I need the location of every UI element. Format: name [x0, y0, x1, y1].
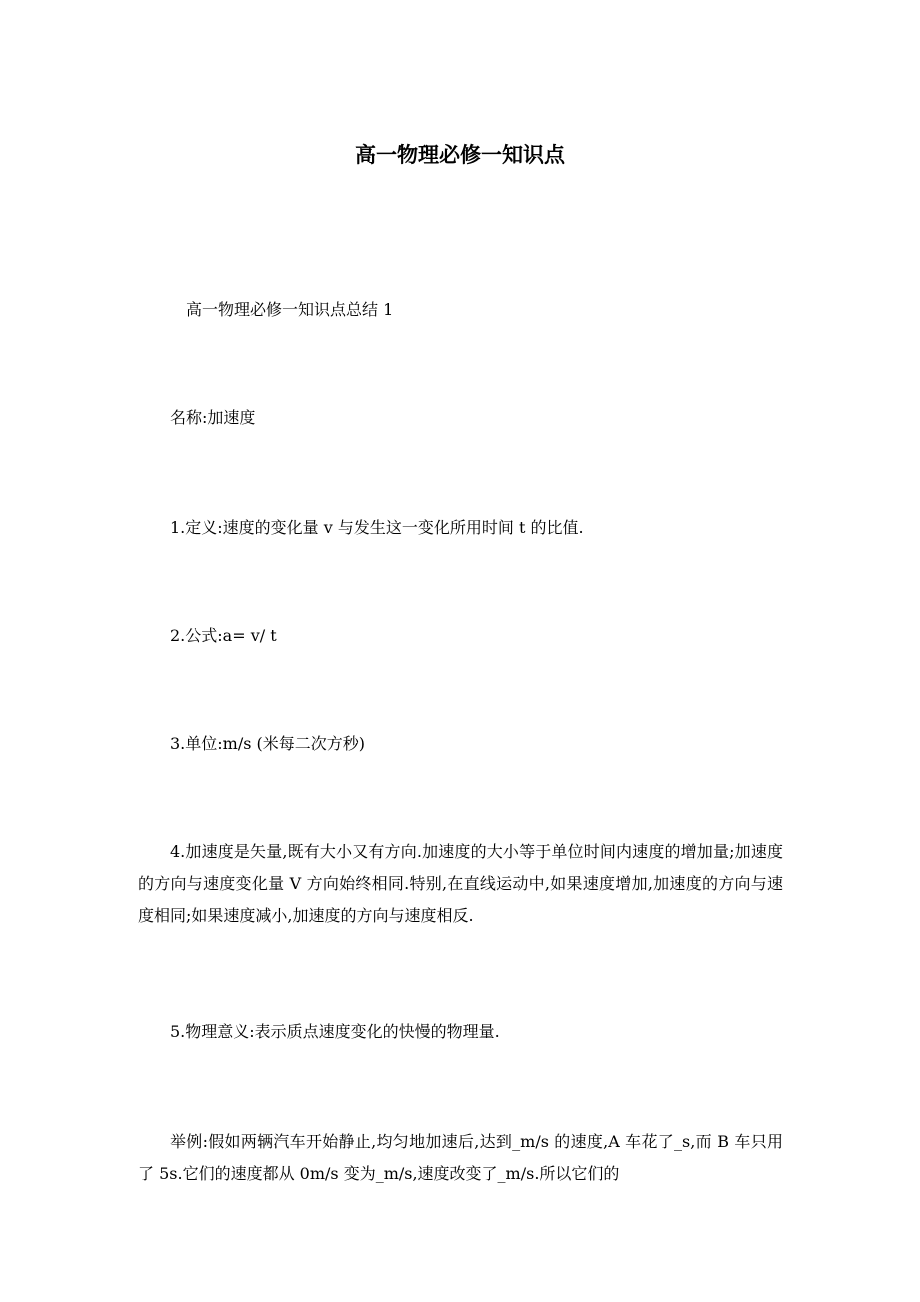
paragraph-name: 名称:加速度: [170, 408, 256, 427]
section-subtitle: 高一物理必修一知识点总结 1: [186, 300, 394, 319]
paragraph-unit: 3.单位:m/s (米每二次方秒): [170, 734, 366, 753]
paragraph-meaning: 5.物理意义:表示质点速度变化的快慢的物理量.: [170, 1022, 500, 1041]
paragraph-example: 举例:假如两辆汽车开始静止,均匀地加速后,达到_m/s 的速度,A 车花了_s,而 B 车只用了 5s.它们的速度都从 0m/s 变为_m/s,速度改变了_m/s.所以它们的: [138, 1132, 783, 1183]
paragraph-formula: 2.公式:a= v/ t: [170, 626, 277, 645]
paragraph-vector: 4.加速度是矢量,既有大小又有方向.加速度的大小等于单位时间内速度的增加量;加速度的方向与速度变化量 V 方向始终相同.特别,在直线运动中,如果速度增加,加速度的方向与速度相同;如果速度减小,加速度的方向与速度相反.: [138, 842, 783, 925]
document-title: 高一物理必修一知识点: [355, 142, 565, 167]
paragraph-definition: 1.定义:速度的变化量 v 与发生这一变化所用时间 t 的比值.: [170, 518, 584, 537]
